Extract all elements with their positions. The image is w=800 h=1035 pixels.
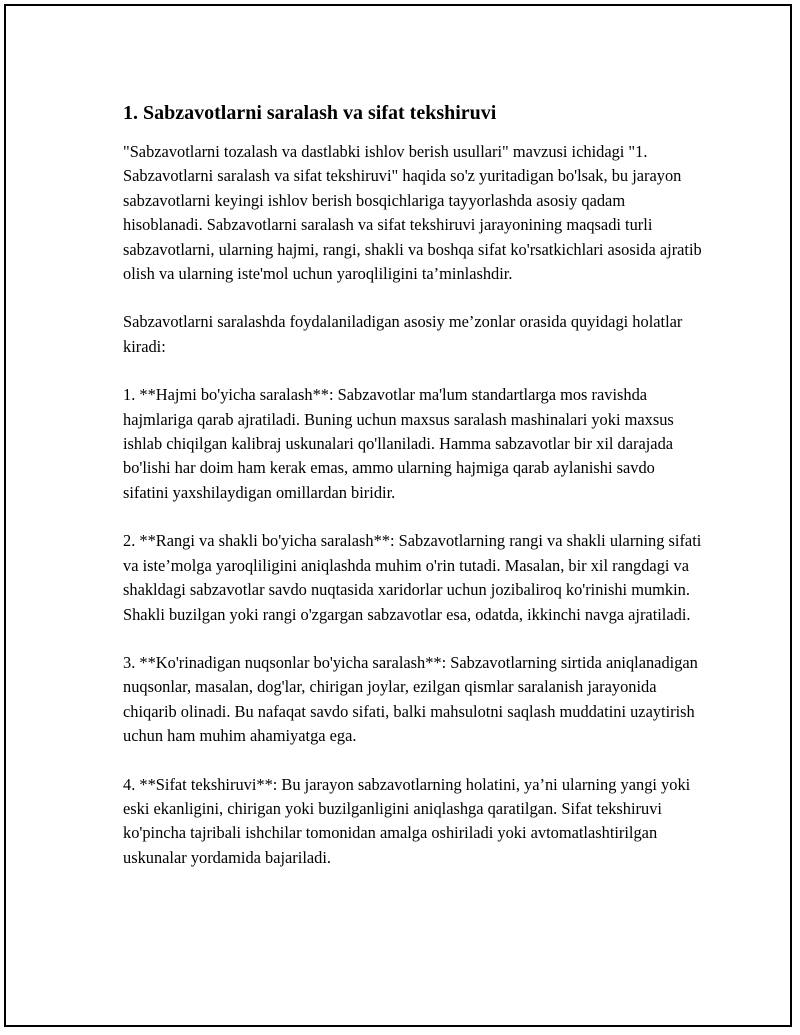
intro-paragraph: "Sabzavotlarni tozalash va dastlabki ishlov berish usullari" mavzusi ichidagi "1. Sabzavotlarni saralash va sifat tekshiruvi" haqida so'z yuritadigan bo'lsak, bu jarayon sabzavotlarni keyingi ishlov berish bosqichlariga tayyorlashda asosiy qadam hisoblanadi. Sabzavotlarni saralash va sifat tekshiruvi jarayonining maqsadi turli sabzavotlarni, ularning hajmi, rangi, shakli va boshqa sifat ko'rsatkichlari asosida ajratib olish va ularning iste'mol uchun yaroqliligini ta’minlashdir. <box>123 142 702 284</box>
list-item-color-shape-sorting: 2. **Rangi va shakli bo'yicha saralash**: Sabzavotlarning rangi va shakli ularning sifati va iste’molga yaroqliligini aniqlashda muhim o'rin tutadi. Masalan, bir xil rangdagi va shakldagi sabzavotlar savdo nuqtasida xaridorlar uchun jozibaliroq ko'rinishi mumkin. Shakli buzilgan yoki rangi o'zgargan sabzavotlar esa, odatda, ikkinchi navga ajratiladi. <box>123 531 702 624</box>
document-body <box>123 100 703 894</box>
document-title: 1. Sabzavotlarni saralash va sifat tekshiruvi <box>123 102 497 124</box>
list-item-size-sorting: 1. **Hajmi bo'yicha saralash**: Sabzavotlar ma'lum standartlarga mos ravishda hajmlariga qarab ajratiladi. Buning uchun maxsus saralash mashinalari yoki maxsus ishlab chiqilgan kalibraj uskunalari qo'llaniladi. Hamma sabzavotlar bir xil darajada bo'lishi har doim ham kerak emas, ammo ularning hajmiga qarab aylanishi savdo sifatini yaxshilaydigan omillardan biridir. <box>123 385 674 502</box>
list-item-quality-check: 4. **Sifat tekshiruvi**: Bu jarayon sabzavotlarning holatini, ya’ni ularning yangi yoki eski ekanligini, chirigan yoki buzilganligini aniqlashga qaratilgan. Sifat tekshiruvi ko'pincha tajribali ishchilar tomonidan amalga oshiriladi yoki avtomatlashtirilgan uskunalar yordamida bajariladi. <box>123 774 691 867</box>
criteria-intro-paragraph: Sabzavotlarni saralashda foydalaniladigan asosiy me’zonlar orasida quyidagi holatlar kiradi: <box>123 312 683 356</box>
page-frame <box>4 4 792 1027</box>
list-item-defect-sorting: 3. **Ko'rinadigan nuqsonlar bo'yicha saralash**: Sabzavotlarning sirtida aniqlanadigan nuqsonlar, masalan, dog'lar, chirigan joylar, ezilgan qismlar saralanish jarayonida chiqarib olinadi. Bu nafaqat savdo sifati, balki mahsulotni saqlash muddatini uzaytirish uchun ham muhim ahamiyatga ega. <box>123 652 698 746</box>
